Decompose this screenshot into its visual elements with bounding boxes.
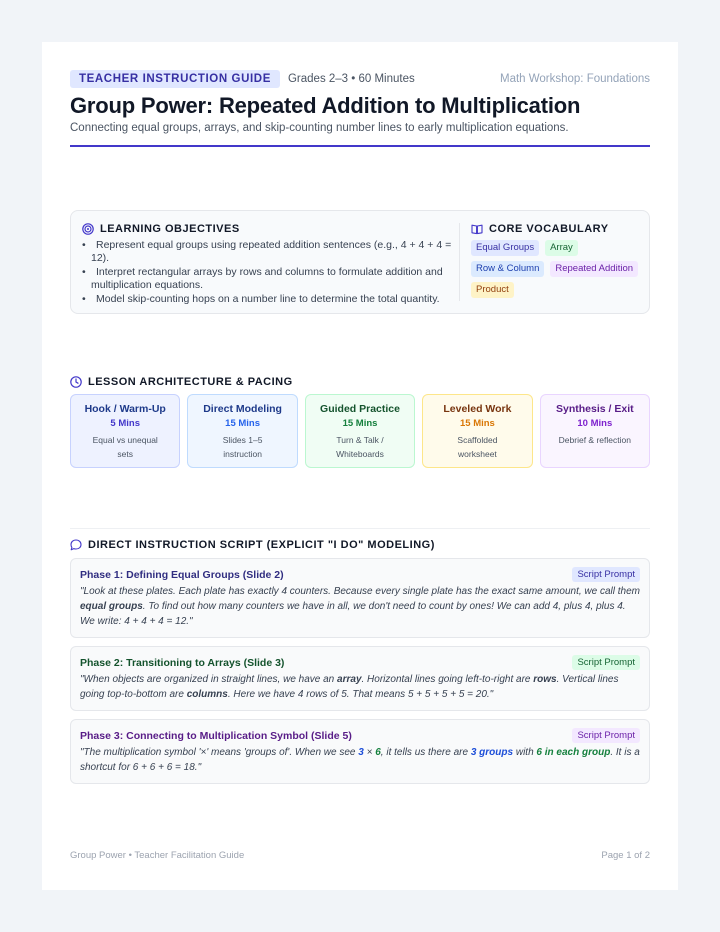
pacing-phases — [70, 394, 650, 468]
script-text-segment: "When objects are organized in straight lines, we have an — [80, 674, 338, 685]
phase-description: Scaffolded worksheet — [457, 435, 498, 459]
phase-minutes: 15 Mins — [459, 418, 495, 429]
phase-minutes: 5 Mins — [110, 418, 140, 429]
phase-card — [187, 394, 297, 468]
script-card — [70, 646, 650, 711]
section-divider — [70, 528, 650, 529]
grade-duration: Grades 2–3 • 60 Minutes — [287, 73, 415, 85]
script-text-segment: . To find out how many counters we have in all, we don't need to count by ones! We can add 4, plus 4, plus 4. We write: 4 + 4 + 4 = 12." — [80, 601, 626, 627]
script-text — [80, 584, 640, 629]
book-icon — [471, 223, 483, 235]
phase-description: Equal vs unequal sets — [92, 435, 158, 459]
emphasis-text: columns — [186, 689, 228, 700]
phase-minutes: 15 Mins — [342, 418, 378, 429]
phase-description: Turn & Talk / Whiteboards — [336, 435, 384, 459]
vocab-chip: Equal Groups — [471, 240, 539, 256]
phase-name: Hook / Warm-Up — [84, 403, 166, 415]
objectives-heading-text: LEARNING OBJECTIVES — [100, 223, 240, 235]
phase-card — [540, 394, 650, 468]
phase-description: Slides 1–5 instruction — [222, 435, 263, 459]
emphasis-text: 6 in each group — [536, 747, 611, 758]
phase-card — [305, 394, 415, 468]
objectives-list — [82, 239, 452, 306]
page-title: Group Power: Repeated Addition to Multiplication — [70, 93, 581, 118]
vocabulary-heading — [471, 222, 639, 236]
objective-item: • Model skip-counting hops on a number line to determine the total quantity. — [82, 293, 452, 306]
target-icon — [82, 223, 94, 235]
phase-card — [422, 394, 532, 468]
script-phase-title: Phase 3: Connecting to Multiplication Symbol (Slide 5) — [80, 730, 352, 742]
document-page — [42, 42, 678, 890]
objectives-heading — [82, 222, 452, 236]
emphasis-text: equal groups — [80, 601, 143, 612]
vocab-chip: Row & Column — [471, 261, 544, 277]
phase-name: Guided Practice — [320, 403, 400, 415]
phase-name: Leveled Work — [443, 403, 512, 415]
phase-card — [70, 394, 180, 468]
architecture-heading-text: LESSON ARCHITECTURE & PACING — [88, 376, 293, 388]
script-prompt-badge: Script Prompt — [572, 728, 640, 743]
script-text-segment: . Vertical lines going top-to-bottom are — [80, 674, 619, 700]
emphasis-text: array — [337, 674, 362, 685]
objectives-panel — [70, 210, 650, 314]
vocabulary-heading-text: CORE VOCABULARY — [489, 223, 609, 235]
phase-minutes: 15 Mins — [225, 418, 261, 429]
vocab-chip: Repeated Addition — [550, 261, 638, 277]
script-text — [80, 672, 640, 702]
page-footer — [70, 850, 650, 861]
header-meta — [70, 70, 650, 88]
page-content — [70, 70, 650, 773]
emphasis-text: 3 — [358, 747, 364, 758]
script-text-segment: , it tells us there are — [380, 747, 471, 758]
script-text-segment: with — [513, 747, 537, 758]
script-phase-title: Phase 1: Defining Equal Groups (Slide 2) — [80, 569, 284, 581]
learning-objectives — [82, 222, 452, 308]
phase-name: Synthesis / Exit — [556, 403, 634, 415]
workshop-name: Math Workshop: Foundations — [499, 73, 650, 85]
script-phase-title: Phase 2: Transitioning to Arrays (Slide 3) — [80, 657, 285, 669]
guide-tag: TEACHER INSTRUCTION GUIDE — [70, 70, 280, 88]
architecture-heading — [70, 375, 293, 389]
script-heading-text: DIRECT INSTRUCTION SCRIPT (EXPLICIT "I DO" MODELING) — [88, 539, 435, 551]
page-number: Page 1 of 2 — [601, 850, 650, 861]
clock-icon — [70, 376, 82, 388]
script-text-segment: . Here we have 4 rows of 5. That means 5 + 5 + 5 + 5 = 20." — [227, 689, 494, 700]
header-rule — [70, 145, 650, 147]
script-text-segment: . Horizontal lines going left-to-right are — [361, 674, 534, 685]
script-phases — [70, 558, 650, 792]
vocabulary-chips — [471, 240, 646, 303]
script-text-segment: . It is a shortcut for 6 + 6 + 6 = 18." — [80, 747, 640, 773]
script-card — [70, 558, 650, 638]
script-heading — [70, 538, 435, 552]
emphasis-text: 6 — [375, 747, 381, 758]
emphasis-text: 3 groups — [470, 747, 514, 758]
phase-description: Debrief & reflection — [558, 435, 631, 445]
core-vocabulary — [471, 222, 639, 303]
emphasis-text: rows — [533, 674, 557, 685]
speech-bubble-icon — [70, 539, 82, 551]
script-text-segment: × — [363, 747, 376, 758]
page-subtitle: Connecting equal groups, arrays, and skip-counting number lines to early multiplication equations. — [70, 122, 569, 134]
phase-minutes: 10 Mins — [577, 418, 613, 429]
vocab-chip: Product — [471, 282, 514, 298]
footer-title: Group Power • Teacher Facilitation Guide — [70, 850, 245, 861]
panel-divider — [459, 223, 460, 301]
vocab-chip: Array — [545, 240, 578, 256]
objective-item: • Represent equal groups using repeated addition sentences (e.g., 4 + 4 + 4 = 12). — [82, 239, 452, 264]
script-text — [80, 745, 640, 775]
phase-name: Direct Modeling — [203, 403, 282, 415]
script-text-segment: "The multiplication symbol '×' means 'groups of'. When we see — [80, 747, 359, 758]
script-prompt-badge: Script Prompt — [572, 567, 640, 582]
script-text-segment: "Look at these plates. Each plate has exactly 4 counters. Because every single plate has the exact same amount, we call them — [80, 586, 640, 597]
script-card — [70, 719, 650, 784]
script-prompt-badge: Script Prompt — [572, 655, 640, 670]
objective-item: • Interpret rectangular arrays by rows and columns to formulate addition and multiplication equations. — [82, 266, 452, 291]
